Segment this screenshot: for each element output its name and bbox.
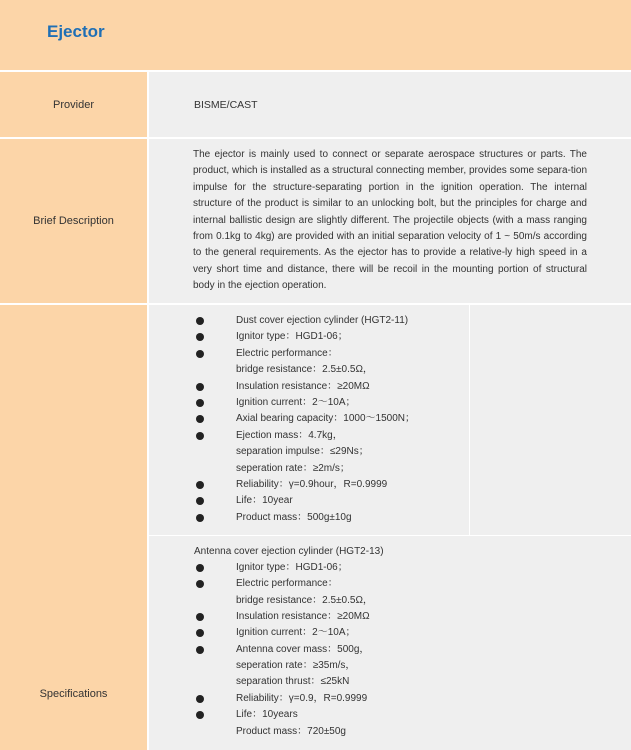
spec-column-divider	[469, 305, 470, 535]
spec-item: Electric performance：	[236, 578, 338, 590]
spec-product-divider	[149, 535, 631, 536]
provider-label-cell	[0, 72, 147, 137]
bullet-icon	[196, 481, 204, 489]
bullet-icon	[196, 646, 204, 654]
spec-item: Life：10years	[236, 709, 298, 721]
spec-item: seperation rate：≥2m/s；	[236, 462, 350, 474]
spec-item: Ignitor type：HGD1-06；	[236, 562, 348, 573]
spec-item: Electric performance：	[236, 347, 338, 359]
bullet-icon	[196, 514, 204, 522]
bullet-icon	[196, 564, 204, 572]
provider-label: Provider	[53, 98, 94, 111]
brief-label-cell	[0, 139, 147, 303]
bullet-icon	[196, 383, 204, 391]
spec-item: Life：10year	[236, 495, 293, 507]
spec-item: seperation rate：≥35m/s，	[236, 660, 356, 672]
brief-content-cell	[149, 139, 631, 303]
spec-item: Antenna cover mass：500g，	[236, 643, 370, 655]
spec-item: Ignitor type：HGD1-06；	[236, 331, 348, 343]
spec-label: Specifications	[39, 688, 108, 700]
spec-item: Reliability：γ=0.9，R=0.9999	[236, 692, 368, 704]
bullet-icon	[196, 399, 204, 407]
page-title: Ejector	[47, 22, 105, 41]
spec-item: bridge resistance：2.5±0.5Ω，	[236, 594, 373, 606]
spec-item: Ejection mass：4.7kg，	[236, 429, 343, 441]
spec-item: bridge resistance：2.5±0.5Ω，	[236, 364, 373, 376]
spec-item: Reliability：γ=0.9hour，R=0.9999	[236, 479, 388, 490]
spec-item: Dust cover ejection cylinder (HGT2-11)	[236, 315, 409, 326]
bullet-icon	[196, 695, 204, 703]
spec-item: Product mass：500g±10g	[236, 511, 352, 523]
spec-item: Axial bearing capacity：1000～1500N；	[236, 413, 415, 425]
provider-value-cell	[149, 72, 631, 137]
spec-item: Product mass：720±50g	[236, 725, 346, 737]
spec-item: Ignition current：2～10A；	[236, 627, 356, 639]
bullet-icon	[196, 317, 204, 325]
spec-item: separation thrust：≤25kN	[236, 676, 350, 688]
spec-content-cell	[149, 305, 631, 750]
spec-item: separation impulse：≤29Ns；	[236, 446, 369, 458]
spec-item: Insulation resistance：≥20MΩ	[236, 380, 370, 392]
product-2-heading: Antenna cover ejection cylinder (HGT2-13)	[194, 546, 384, 557]
spec-item: Ignition current：2～10A；	[236, 397, 356, 408]
page-header	[0, 0, 631, 70]
bullet-icon	[196, 432, 204, 440]
provider-value: BISME/CAST	[194, 99, 258, 111]
spec-item: Insulation resistance：≥20MΩ	[236, 611, 370, 623]
bullet-icon	[196, 350, 204, 358]
brief-label: Brief Description	[33, 215, 114, 227]
bullet-icon	[196, 613, 204, 621]
spec-label-cell	[0, 305, 147, 750]
brief-description-text: The ejector is mainly used to connect or separate aerospace structures or parts. The product, which is installed as a structural connecting member, provides some separa-tion impulse for the structure-separating portion in the ignition operation. The internal structure of the product is similar to an unlocking bolt, but the principles for charge and internal ballistic design are slightly different. The projectile objects (with a mass ranging from 0.1kg to 4kg) are provided with an initial separation velocity of 1 ~ 50m/s according to the general requirements. As the ejector has to provide a relative-ly high speed in a very short time and distance, there will be recoil in the mounting portion of structural body in the ejection operation.	[193, 149, 587, 292]
